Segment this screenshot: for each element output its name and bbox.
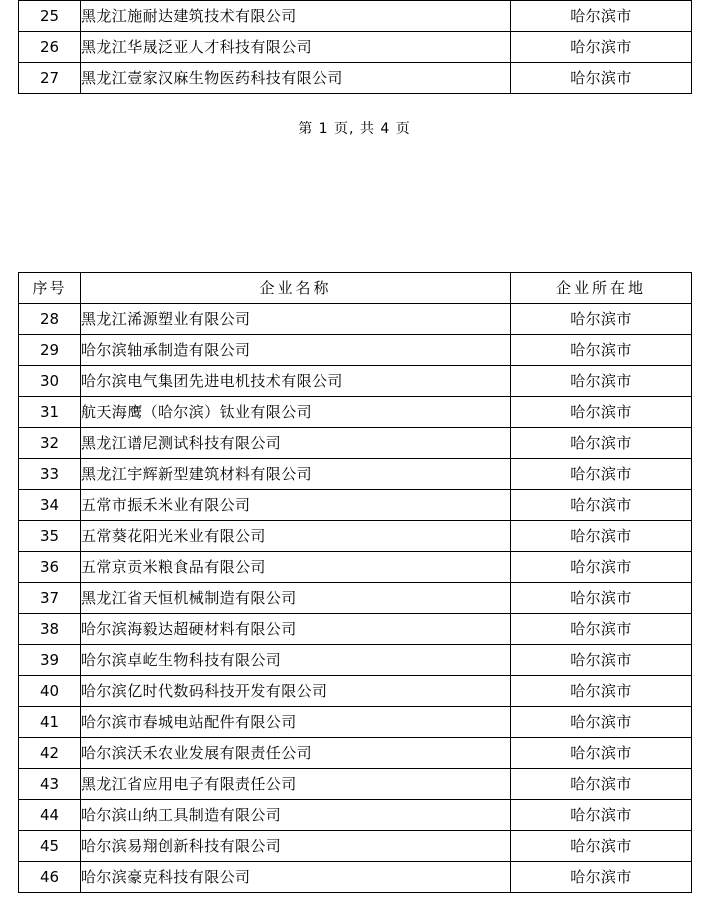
company-name: 五常市振禾米业有限公司 — [81, 490, 511, 521]
row-number: 35 — [19, 521, 81, 552]
table-row — [19, 614, 692, 645]
company-location: 哈尔滨市 — [511, 521, 692, 552]
company-name: 哈尔滨电气集团先进电机技术有限公司 — [81, 366, 511, 397]
company-name: 哈尔滨豪克科技有限公司 — [81, 862, 511, 893]
row-number: 40 — [19, 676, 81, 707]
company-table-section — [18, 272, 691, 893]
company-location: 哈尔滨市 — [511, 862, 692, 893]
company-location: 哈尔滨市 — [511, 552, 692, 583]
company-table-main — [18, 272, 692, 893]
row-number: 26 — [19, 32, 81, 63]
company-location: 哈尔滨市 — [511, 335, 692, 366]
row-number: 27 — [19, 63, 81, 94]
table-row — [19, 583, 692, 614]
table-row — [19, 738, 692, 769]
company-name: 黑龙江省天恒机械制造有限公司 — [81, 583, 511, 614]
company-location: 哈尔滨市 — [511, 614, 692, 645]
table-row — [19, 459, 692, 490]
company-name: 航天海鹰（哈尔滨）钛业有限公司 — [81, 397, 511, 428]
company-location: 哈尔滨市 — [511, 800, 692, 831]
row-number: 25 — [19, 1, 81, 32]
company-location: 哈尔滨市 — [511, 769, 692, 800]
company-location: 哈尔滨市 — [511, 707, 692, 738]
table-row — [19, 1, 692, 32]
company-location: 哈尔滨市 — [511, 397, 692, 428]
row-number: 29 — [19, 335, 81, 366]
row-number: 30 — [19, 366, 81, 397]
table-row — [19, 63, 692, 94]
company-name: 哈尔滨市春城电站配件有限公司 — [81, 707, 511, 738]
column-header-location: 企业所在地 — [511, 273, 692, 304]
company-location: 哈尔滨市 — [511, 645, 692, 676]
company-location: 哈尔滨市 — [511, 583, 692, 614]
row-number: 46 — [19, 862, 81, 893]
row-number: 34 — [19, 490, 81, 521]
table-row — [19, 707, 692, 738]
table-row — [19, 831, 692, 862]
table-row — [19, 552, 692, 583]
table-row — [19, 304, 692, 335]
row-number: 45 — [19, 831, 81, 862]
company-location: 哈尔滨市 — [511, 304, 692, 335]
column-header-no: 序号 — [19, 273, 81, 304]
company-name: 哈尔滨海毅达超硬材料有限公司 — [81, 614, 511, 645]
table-header-row — [19, 273, 692, 304]
company-name: 哈尔滨亿时代数码科技开发有限公司 — [81, 676, 511, 707]
company-name: 哈尔滨卓屹生物科技有限公司 — [81, 645, 511, 676]
company-name: 哈尔滨轴承制造有限公司 — [81, 335, 511, 366]
row-number: 44 — [19, 800, 81, 831]
table-row — [19, 676, 692, 707]
table-row — [19, 521, 692, 552]
table-row — [19, 366, 692, 397]
table-row — [19, 645, 692, 676]
company-name: 黑龙江壹家汉麻生物医药科技有限公司 — [81, 63, 511, 94]
table-row — [19, 32, 692, 63]
company-location: 哈尔滨市 — [511, 676, 692, 707]
company-name: 黑龙江施耐达建筑技术有限公司 — [81, 1, 511, 32]
table-row — [19, 862, 692, 893]
company-name: 黑龙江华晟泛亚人才科技有限公司 — [81, 32, 511, 63]
company-name: 五常京贡米粮食品有限公司 — [81, 552, 511, 583]
company-name: 哈尔滨沃禾农业发展有限责任公司 — [81, 738, 511, 769]
row-number: 37 — [19, 583, 81, 614]
company-location: 哈尔滨市 — [511, 32, 692, 63]
row-number: 31 — [19, 397, 81, 428]
page-footer: 第 1 页, 共 4 页 — [298, 121, 411, 137]
table-row — [19, 335, 692, 366]
company-name: 哈尔滨易翔创新科技有限公司 — [81, 831, 511, 862]
company-name: 五常葵花阳光米业有限公司 — [81, 521, 511, 552]
company-location: 哈尔滨市 — [511, 490, 692, 521]
company-location: 哈尔滨市 — [511, 831, 692, 862]
company-name: 黑龙江浠源塑业有限公司 — [81, 304, 511, 335]
company-location: 哈尔滨市 — [511, 366, 692, 397]
column-header-name: 企业名称 — [81, 273, 511, 304]
company-table-body — [19, 304, 692, 893]
row-number: 39 — [19, 645, 81, 676]
previous-page-table-fragment — [18, 0, 691, 94]
row-number: 28 — [19, 304, 81, 335]
row-number: 42 — [19, 738, 81, 769]
table-row — [19, 769, 692, 800]
table-row — [19, 800, 692, 831]
table-row — [19, 490, 692, 521]
row-number: 38 — [19, 614, 81, 645]
company-location: 哈尔滨市 — [511, 1, 692, 32]
company-name: 黑龙江宇辉新型建筑材料有限公司 — [81, 459, 511, 490]
company-name: 黑龙江谱尼测试科技有限公司 — [81, 428, 511, 459]
company-table-top — [18, 0, 692, 94]
row-number: 41 — [19, 707, 81, 738]
row-number: 33 — [19, 459, 81, 490]
row-number: 43 — [19, 769, 81, 800]
row-number: 32 — [19, 428, 81, 459]
company-location: 哈尔滨市 — [511, 738, 692, 769]
company-name: 黑龙江省应用电子有限责任公司 — [81, 769, 511, 800]
table-row — [19, 397, 692, 428]
company-location: 哈尔滨市 — [511, 63, 692, 94]
row-number: 36 — [19, 552, 81, 583]
table-row — [19, 428, 692, 459]
company-location: 哈尔滨市 — [511, 459, 692, 490]
company-location: 哈尔滨市 — [511, 428, 692, 459]
company-name: 哈尔滨山纳工具制造有限公司 — [81, 800, 511, 831]
